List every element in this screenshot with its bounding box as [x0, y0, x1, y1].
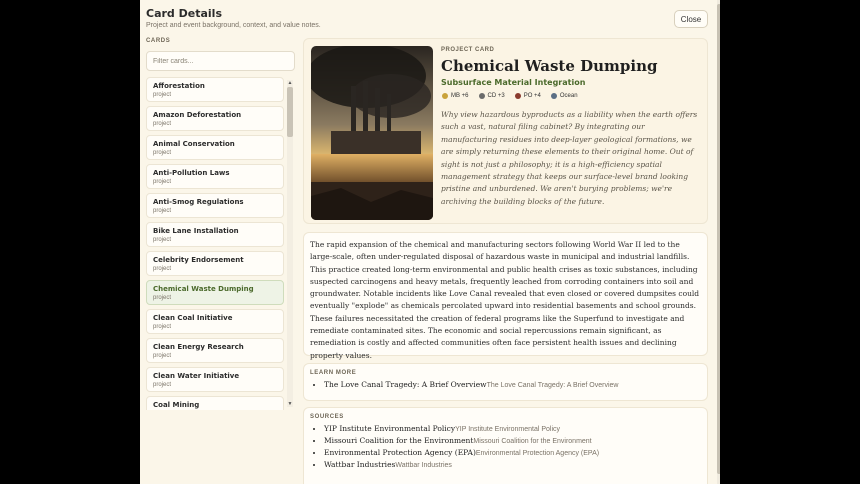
link-title[interactable]: Environmental Protection Agency (EPA) [324, 448, 476, 457]
modal-title: Card Details [146, 7, 222, 20]
card-list-item-name: Afforestation [153, 82, 205, 90]
card-list-item-name: Chemical Waste Dumping [153, 285, 254, 293]
card-list-item[interactable] [146, 309, 284, 334]
stat-icon [479, 93, 485, 99]
card-quote: Why view hazardous byproducts as a liability when the earth offers such a vast, natural filing cabinet? By integrating our manufacturing residues into deep-layer geological formations, we are simply returning these elements to their original home. Out of sight is not just a philosophy; it is a high-efficiency spatial management strategy that keeps our surface-level brand looking pristine and unburdened. We aren't burying problems; we're archiving the building blocks of the future. [441, 110, 698, 206]
scroll-down-icon[interactable]: ▼ [287, 401, 293, 407]
learn-more-section [303, 363, 708, 401]
stat-badge [442, 93, 469, 99]
link-subtitle: Wattbar Industries [395, 462, 452, 469]
link-subtitle: Environmental Protection Agency (EPA) [475, 450, 600, 457]
scroll-thumb[interactable] [287, 87, 293, 137]
link-item[interactable] [324, 380, 701, 389]
card-list-item-name: Bike Lane Installation [153, 227, 239, 235]
card-list-scrollbar[interactable] [287, 80, 293, 407]
stat-badge [551, 93, 578, 99]
filter-cards-input[interactable] [146, 51, 295, 71]
detail-scrollbar[interactable] [717, 0, 720, 484]
card-list-item-type: project [153, 208, 172, 214]
card-list-item[interactable] [146, 280, 284, 305]
stat-label: PO +4 [523, 93, 541, 99]
card-list-item-name: Celebrity Endorsement [153, 256, 244, 264]
modal-header [140, 0, 720, 36]
stat-icon [515, 93, 521, 99]
link-item[interactable] [324, 460, 701, 469]
card-list-item-type: project [153, 179, 172, 185]
link-subtitle: YIP Institute Environmental Policy [455, 426, 561, 433]
link-title[interactable]: Missouri Coalition for the Environment [324, 436, 474, 445]
card-illustration [311, 46, 433, 220]
stat-badge [479, 93, 505, 99]
card-list-item-type: project [153, 295, 172, 301]
card-list-item[interactable] [146, 396, 284, 410]
cards-label: CARDS [146, 38, 171, 44]
card-list-item[interactable] [146, 77, 284, 102]
project-card-label: PROJECT CARD [441, 47, 495, 53]
link-subtitle: The Love Canal Tragedy: A Brief Overview [486, 382, 619, 389]
stat-label: CD +3 [487, 93, 505, 99]
card-list-item-name: Animal Conservation [153, 140, 235, 148]
modal-subtitle: Project and event background, context, and value notes. [146, 22, 321, 29]
stat-label: Ocean [559, 93, 578, 99]
card-list-item[interactable] [146, 193, 284, 218]
card-list-item-type: project [153, 324, 172, 330]
sources-section [303, 407, 708, 484]
card-list [146, 77, 297, 410]
card-details-modal [140, 0, 720, 484]
link-title[interactable]: The Love Canal Tragedy: A Brief Overview [324, 380, 487, 389]
card-list-item-name: Clean Water Initiative [153, 372, 240, 380]
link-title[interactable]: YIP Institute Environmental Policy [324, 424, 456, 433]
card-list-item-name: Coal Mining [153, 401, 200, 409]
learn-more-label: LEARN MORE [310, 370, 357, 376]
card-list-item[interactable] [146, 106, 284, 131]
card-stats [442, 93, 578, 99]
card-list-item-name: Anti-Smog Regulations [153, 198, 244, 206]
card-list-item-name: Clean Energy Research [153, 343, 244, 351]
card-list-item-type: project [153, 121, 172, 127]
card-list-item-type: project [153, 92, 172, 98]
card-list-item-type: project [153, 266, 172, 272]
card-list-item[interactable] [146, 367, 284, 392]
card-list-item[interactable] [146, 251, 284, 276]
card-list-item[interactable] [146, 338, 284, 363]
card-title: Chemical Waste Dumping [441, 57, 658, 75]
card-list-item[interactable] [146, 135, 284, 160]
close-button[interactable]: Close [674, 10, 708, 28]
card-description: The rapid expansion of the chemical and manufacturing sectors following World War II led to the large-scale, often under-regulated disposal of hazardous waste in municipal and industrial landfills. This practice created long-term environmental and public health crises as toxic substances, including suspected carcinogens and heavy metals, frequently leached from corroding containers into soil and groundwater. Notable incidents like Love Canal revealed that even closed or covered dumpsites could eventually "explode" as chemicals percolated upward into residential basements and school grounds. These failures necessitated the creation of federal programs like the Superfund to investigate and remediate contaminated sites. The economic and social repercussions remain significant, as remediation is costly and affected communities often face persistent health issues and declining property values. [303, 232, 708, 356]
link-subtitle: Missouri Coalition for the Environment [473, 438, 592, 445]
link-item[interactable] [324, 448, 701, 457]
stat-label: MB +6 [451, 93, 469, 99]
card-list-item[interactable] [146, 164, 284, 189]
card-list-item[interactable] [146, 222, 284, 247]
sources-label: SOURCES [310, 414, 344, 420]
link-item[interactable] [324, 436, 701, 445]
card-list-item-name: Clean Coal Initiative [153, 314, 233, 322]
card-detail-panel [303, 36, 715, 484]
detail-scroll-thumb[interactable] [717, 4, 720, 474]
card-list-item-type: project [153, 150, 172, 156]
card-list-item-type: project [153, 382, 172, 388]
card-subtitle: Subsurface Material Integration [441, 78, 586, 87]
stat-badge [515, 93, 541, 99]
card-hero [303, 38, 708, 224]
stat-icon [442, 93, 448, 99]
link-title[interactable]: Wattbar Industries [324, 460, 396, 469]
stat-icon [551, 93, 557, 99]
card-list-item-type: project [153, 237, 172, 243]
scroll-up-icon[interactable]: ▲ [287, 80, 293, 86]
card-list-item-name: Anti-Pollution Laws [153, 169, 230, 177]
card-list-item-type: project [153, 353, 172, 359]
card-list-item-name: Amazon Deforestation [153, 111, 242, 119]
link-item[interactable] [324, 424, 701, 433]
